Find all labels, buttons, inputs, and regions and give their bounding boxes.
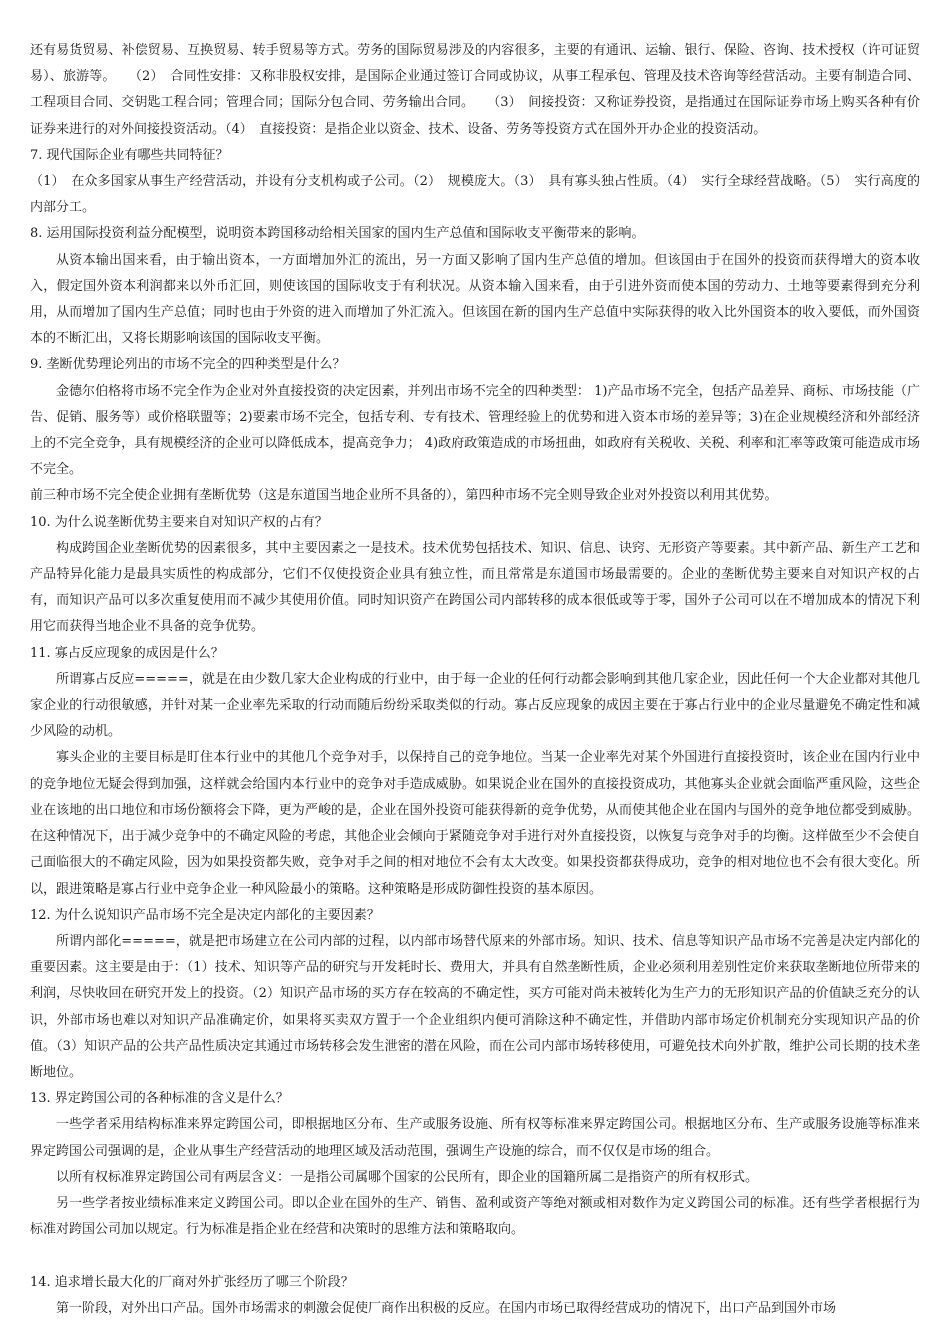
answer-7: （1） 在众多国家从事生产经营活动，并设有分支机构或子公司。（2） 规模庞大。（3） 具有寡头独占性质。（4） 实行全球经营战略。（5） 实行高度的内部分工。: [30, 174, 920, 216]
answer-8: 从资本输出国来看，由于输出资本，一方面增加外汇的流出，另一方面又影响了国内生产总值的增加。但该国由于在国外的投资而获得增大的资本收入，假定国外资本利润都来以外币汇回，则使该国的国际收支于有利状况。从资本输入国来看，由于引进外资而使本国的劳动力、土地等要素得到充分利用，从而增加了国内生产总值；同时也由于外资的进入而增加了外汇流入。但该国在新的国内生产总值中实际获得的收入比外国资本的收入要低，而外国资本的不断汇出，又将长期影响该国的国际收支平衡。: [30, 252, 920, 347]
question-10: 10. 为什么说垄断优势主要来自对知识产权的占有？: [30, 514, 328, 530]
answer-14-partial: 第一阶段，对外出口产品。国外市场需求的刺激会促使厂商作出积极的反应。在国内市场已取得经营成功的情况下，出口产品到国外市场: [56, 1300, 837, 1316]
answer-9-types: 金德尔伯格将市场不完全作为企业对外直接投资的决定因素，并列出市场不完全的四种类型： 1)产品市场不完全，包括产品差异、商标、市场技能（广告、促销、服务等）或价格联盟等；2)要素市场不完全，包括专利、专有技术、管理经验上的优势和进入资本市场的差异等；3)在企业规模经济和外部经济上的不完全竞争，具有规模经济的企业可以降低成本，提高竞争力； 4)政府政策造成的市场扭曲，如政府有关税收、关税、利率和汇率等政策可能造成市场不完全。: [30, 383, 920, 478]
question-7: 7. 现代国际企业有哪些共同特征？: [30, 147, 229, 163]
question-13: 13. 界定跨国公司的各种标准的含义是什么？: [30, 1091, 289, 1107]
answer-13-structure: 一些学者采用结构标准来界定跨国公司，即根据地区分布、生产或服务设施、所有权等标准来界定跨国公司。根据地区分布、生产或服务设施等标准来界定跨国公司强调的是，企业从事生产经营活动的地理区域及活动范围，强调生产设施的综合，而不仅仅是市场的组合。: [30, 1117, 920, 1159]
question-14: 14. 追求增长最大化的厂商对外扩张经历了哪三个阶段？: [30, 1274, 354, 1290]
blank-line: [30, 1243, 920, 1269]
answer-13-ownership: 以所有权标准界定跨国公司有两层含义：一是指公司属哪个国家的公民所有，即企业的国籍所属二是指资产的所有权形式。: [56, 1169, 759, 1185]
paragraph-trade-modes: 还有易货贸易、补偿贸易、互换贸易、转手贸易等方式。劳务的国际贸易涉及的内容很多，主要的有通讯、运输、银行、保险、咨询、技术授权（许可证贸易）、旅游等。 （2） 合同性安排：又称非股权安排，是国际企业通过签订合同或协议，从事工程承包、管理及技术咨询等经营活动。主要有制造合同、工程项目合同、交钥匙工程合同；管理合同；国际分包合同、劳务输出合同。 （3） 间接投资：又称证券投资，是指通过在国际证券市场上购买各种有价证券来进行的对外间接投资活动。（4） 直接投资：是指企业以资金、技术、设备、劳务等投资方式在国外开办企业的投资活动。: [30, 43, 920, 137]
question-8: 8. 运用国际投资利益分配模型，说明资本跨国移动给相关国家的国内生产总值和国际收支平衡带来的影响。: [30, 226, 645, 242]
answer-13-performance: 另一些学者按业绩标准来定义跨国公司。即以企业在国外的生产、销售、盈利或资产等绝对额或相对数作为定义跨国公司的标准。还有些学者根据行为标准对跨国公司加以规定。行为标准是指企业在经营和决策时的思维方法和策略取向。: [30, 1195, 920, 1238]
answer-10: 构成跨国企业垄断优势的因素很多，其中主要因素之一是技术。技术优势包括技术、知识、信息、诀窍、无形资产等要素。其中新产品、新生产工艺和产品特异化能力是最具实质性的构成部分，它们不仅使投资企业具有独立性，而且常常是东道国市场最需要的。企业的垄断优势主要来自对知识产权的占有，而知识产品可以多次重复使用而不减少其使用价值。同时知识资产在跨国公司内部转移的成本很低或等于零，国外子公司可以在不增加成本的情况下利用它而获得当地企业不具备的竞争优势。: [30, 540, 920, 635]
answer-12: 所谓内部化=====，就是把市场建立在公司内部的过程，以内部市场替代原来的外部市场。知识、技术、信息等知识产品市场不完善是决定内部化的重要因素。这主要是由于：（1）技术、知识等产品的研究与开发耗时长、费用大，并具有自然垄断性质，企业必须利用差别性定价来获取垄断地位所带来的利润，尽快收回在研究开发上的投资。（2）知识产品市场的买方存在较高的不确定性，买方可能对尚未被转化为生产力的无形知识产品的价值缺乏充分的认识，外部市场也难以对知识产品准确定价，如果将买卖双方置于一个企业组织内便可消除这种不确定性，并借助内部市场定价机制充分实现知识产品的价值。（3）知识产品的公共产品性质决定其通过市场转移会发生泄密的潜在风险，而在公司内部市场转移使用，可避免技术向外扩散，维护公司长期的技术垄断地位。: [30, 933, 920, 1080]
answer-11-explanation: 寡头企业的主要目标是盯住本行业中的其他几个竞争对手，以保持自己的竞争地位。当某一企业率先对某个外国进行直接投资时，该企业在国内行业中的竞争地位无疑会得到加强，这样就会给国内本行业中的竞争对手造成威胁。如果说企业在国外的直接投资成功，其他寡头企业就会面临严重风险，这些企业在该地的出口地位和市场份额将会下降，更为严峻的是，企业在国外投资可能获得新的竞争优势，从而使其他企业在国内与国外的竞争地位都受到威胁。在这种情况下，出于减少竞争中的不确定风险的考虑，其他企业会倾向于紧随竞争对手进行对外直接投资，以恢复与竞争对手的均衡。这样做至少不会使自己面临很大的不确定风险，因为如果投资都失败，竞争对手之间的相对地位不会有太大改变。如果投资都获得成功，竞争的相对地位也不会有很大变化。所以，跟进策略是寡占行业中竞争企业一种风险最小的策略。这种策略是形成防御性投资的基本原因。: [30, 750, 920, 897]
question-12: 12. 为什么说知识产品市场不完全是决定内部化的主要因素？: [30, 907, 380, 923]
answer-11-definition: 所谓寡占反应=====，就是在由少数几家大企业构成的行业中，由于每一企业的任何行动都会影响到其他几家企业，因此任何一个大企业都对其他几家企业的行动很敏感，并针对某一企业率先采取的行动而随后纷纷采取类似的行动。寡占反应现象的成因主要在于寡占行业中的企业尽量避免不确定性和减少风险的动机。: [30, 671, 920, 740]
question-11: 11. 寡占反应现象的成因是什么？: [30, 645, 224, 661]
answer-9-summary: 前三种市场不完全使企业拥有垄断优势（这是东道国当地企业所不具备的），第四种市场不完全则导致企业对外投资以利用其优势。: [30, 488, 778, 504]
question-9: 9. 垄断优势理论列出的市场不完全的四种类型是什么？: [30, 357, 346, 373]
